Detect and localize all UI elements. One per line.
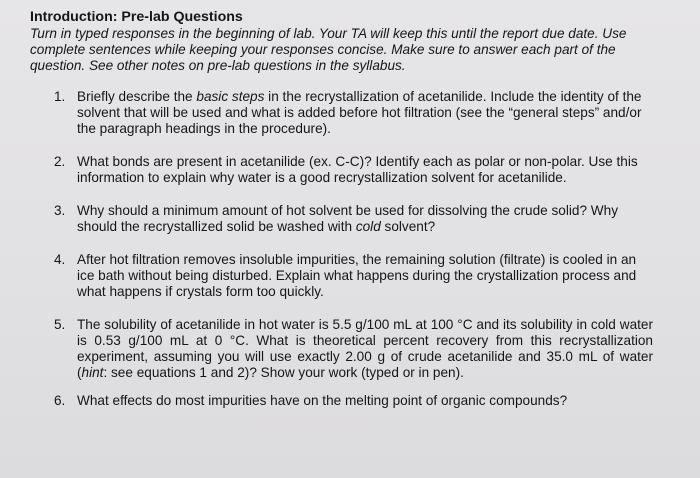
question-list: [30, 89, 680, 409]
question-item: [30, 154, 680, 186]
question-text-segment: After hot filtration removes insoluble impurities, the remaining solution (filtrate) is cooled in an ice bath without being disturbed. Explain what happens during the crystallization process and what happens if crystals form too quickly.: [77, 252, 637, 299]
question-text-segment: solvent?: [380, 219, 436, 234]
question-item: [30, 89, 680, 137]
question-text-segment: : see equations 1 and 2)? Show your work (typed or in pen).: [103, 365, 464, 380]
question-number: 4.: [54, 252, 66, 267]
question-text: [77, 154, 653, 186]
section-heading: Introduction: Pre-lab Questions: [30, 9, 243, 25]
question-text-segment: in the recrystallization of acetanilide. Include the identity of the solvent that will be used and what is added before hot filtration (see the “general steps” and/or the paragraph headings in the procedure).: [77, 89, 642, 136]
question-text-emphasis: hint: [81, 365, 104, 380]
question-item: [30, 203, 680, 235]
question-text-emphasis: basic steps: [196, 89, 265, 104]
question-number: 6.: [54, 393, 66, 408]
question-text-emphasis: cold: [355, 219, 381, 234]
question-text: [77, 393, 653, 409]
question-text-segment: Why should a minimum amount of hot solvent be used for dissolving the crude solid? Why should the recrystallized solid be washed with: [77, 203, 618, 234]
question-text-segment: What bonds are present in acetanilide (ex. C-C)? Identify each as polar or non-polar. Use this information to explain why water is a good recrystallization solvent for acetanilide.: [77, 154, 638, 185]
question-item: [30, 252, 680, 300]
question-text: [77, 252, 653, 300]
question-text: [77, 203, 653, 235]
question-text-segment: What effects do most impurities have on the melting point of organic compounds?: [77, 393, 568, 408]
question-number: 2.: [54, 154, 66, 169]
intro-instructions: Turn in typed responses in the beginning of lab. Your TA will keep this until the report due date. Use complete sentences while keeping your responses concise. Make sure to answer each part of the question. See other notes on pre-lab questions in the syllabus.: [30, 26, 627, 73]
question-item: [30, 393, 680, 409]
question-text-segment: The solubility of acetanilide in hot water is 5.5 g/100 mL at 100 °C and its solubility in cold water is 0.53 g/100 mL at 0 °C. What is theoretical percent recovery from this recrystallization experiment, assuming you will use exactly 2.00 g of crude acetanilide and 35.0 mL of water (: [77, 317, 653, 380]
question-number: 1.: [54, 89, 66, 104]
question-text: [77, 317, 653, 381]
question-text: [77, 89, 653, 137]
question-number: 3.: [54, 203, 66, 218]
question-text-segment: Briefly describe the: [77, 89, 197, 104]
question-item: [30, 317, 680, 381]
question-number: 5.: [54, 317, 66, 332]
